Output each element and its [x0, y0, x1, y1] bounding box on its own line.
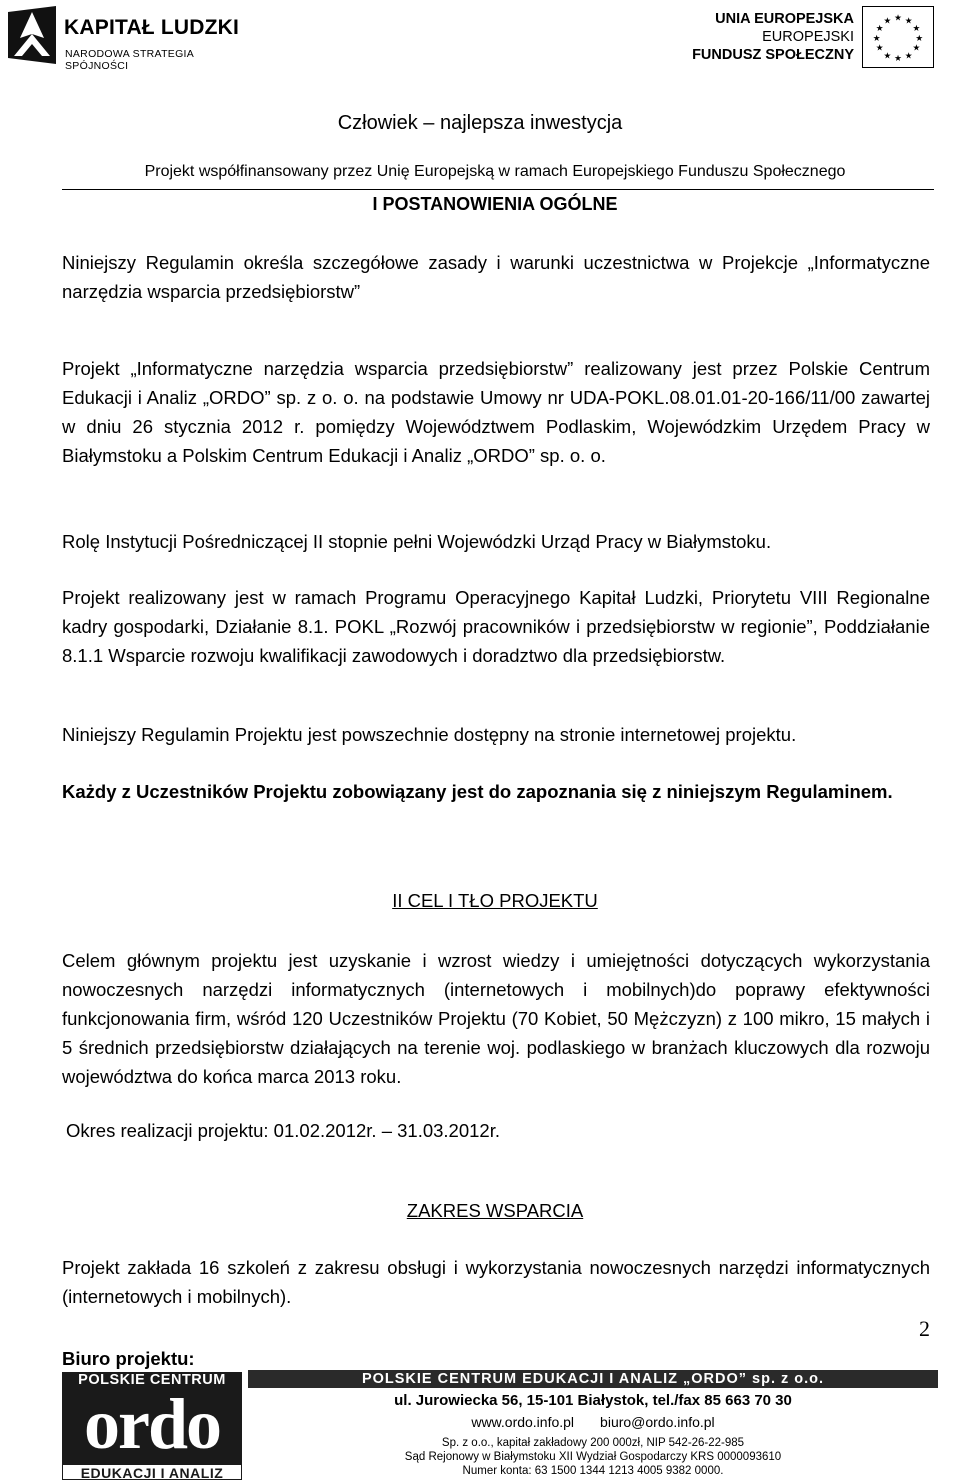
svg-text:★: ★ [875, 43, 884, 54]
svg-text:★: ★ [883, 16, 892, 27]
svg-text:★: ★ [904, 16, 913, 27]
section-1-paragraph-2: Projekt „Informatyczne narzędzia wsparcia przedsiębiorstw” realizowany jest przez Polskie Centrum Edukacji i Analiz „ORDO” sp. z o. o. na podstawie Umowy nr UDA-POKL.08.01.01-20-166/11/00 zawartej w dniu 26 stycznia 2012 r. pomiędzy Województwem Podlaskim, Wojewódzkim Urzędem Pracy w Białymstoku a Polskim Centrum Edukacji i Analiz „ORDO” sp. o. o. [62, 358, 930, 466]
svg-text:★: ★ [875, 24, 884, 35]
footer-account-info: Numer konta: 63 1500 1344 1213 4005 9382 0000. [462, 1465, 724, 1477]
svg-text:★: ★ [912, 24, 921, 35]
eu-logo [674, 6, 934, 68]
footer-address: ul. Jurowiecka 56, 15-101 Białystok, tel./fax 85 663 70 30 [394, 1392, 792, 1409]
svg-text:★: ★ [883, 51, 892, 62]
eu-line-3: FUNDUSZ SPOŁECZNY [692, 47, 854, 63]
kapital-ludzki-flag-icon [6, 4, 58, 66]
svg-text:★: ★ [904, 51, 913, 62]
section-3-title: ZAKRES WSPARCIA [406, 1200, 584, 1221]
svg-text:★: ★ [872, 33, 881, 44]
footer-banner: POLSKIE CENTRUM EDUKACJI I ANALIZ „ORDO” sp. z o.o. [248, 1370, 938, 1388]
section-2-paragraph-1: Celem głównym projektu jest uzyskanie i wzrost wiedzy i umiejętności dotyczących wykorzystania nowoczesnych narzędzi informatycznych (internetowych i mobilnych)do poprawy efektywności funkcjonowania firm, wśród 120 Uczestników Projektu (70 Kobiet, 50 Mężczyzn) z 100 mikro, 15 małych i 5 średnich przedsiębiorstw działających na terenie woj. podlaskiego w branżach kluczowych dla rozwoju województwa do końca marca 2013 roku. [62, 950, 930, 1087]
ordo-logo-bottom-text: EDUKACJI I ANALIZ [62, 1464, 242, 1480]
tagline: Człowiek – najlepsza inwestycja [337, 112, 623, 134]
section-1-paragraph-5: Niniejszy Regulamin Projektu jest powszechnie dostępny na stronie internetowej projektu. [62, 724, 797, 745]
footer-court-info: Sąd Rejonowy w Białymstoku XII Wydział Gospodarczy KRS 0000093610 [404, 1451, 782, 1463]
section-3-paragraph-1: Projekt zakłada 16 szkoleń z zakresu obsługi i wykorzystania nowoczesnych narzędzi informatycznych (internetowych i mobilnych). [62, 1257, 930, 1307]
section-1-paragraph-3: Rolę Instytucji Pośredniczącej II stopnie pełni Wojewódzki Urząd Pracy w Białymstoku. [62, 531, 772, 552]
cofinancing-note: Projekt współfinansowany przez Unię Europejską w ramach Europejskiego Funduszu Społecznego [144, 163, 846, 180]
footer-contact [248, 1414, 938, 1430]
footer-email-link[interactable]: biuro@ordo.info.pl [600, 1414, 715, 1430]
svg-text:★: ★ [894, 13, 902, 24]
eu-line-1: UNIA EUROPEJSKA [715, 11, 854, 27]
kapital-ludzki-title: KAPITAŁ LUDZKI [64, 16, 240, 39]
svg-text:★: ★ [894, 54, 902, 65]
project-office-label: Biuro projektu: [62, 1348, 195, 1369]
header-divider [62, 189, 934, 190]
ordo-logo [62, 1372, 242, 1480]
kapital-ludzki-logo [6, 4, 246, 72]
project-period: Okres realizacji projektu: 01.02.2012r. – 31.03.2012r. [66, 1120, 500, 1141]
svg-text:★: ★ [912, 43, 921, 54]
svg-text:★: ★ [915, 33, 924, 44]
eu-flag-icon [862, 6, 934, 68]
section-1-title: I POSTANOWIENIA OGÓLNE [372, 194, 618, 214]
footer-company-info: Sp. z o.o., kapitał zakładowy 200 000zł, NIP 542-26-22-985 [441, 1437, 745, 1449]
ordo-logo-top-text: POLSKIE CENTRUM [78, 1372, 226, 1388]
section-1-paragraph-1: Niniejszy Regulamin określa szczegółowe zasady i warunki uczestnictwa w Projekcje „Informatyczne narzędzia wsparcia przedsiębiorstw” [62, 252, 930, 302]
kapital-ludzki-subtitle: NARODOWA STRATEGIA SPÓJNOŚCI [65, 48, 194, 72]
page-number: 2 [919, 1316, 930, 1341]
ordo-logo-wordmark: ordo [84, 1384, 220, 1464]
eu-logo-text [692, 10, 854, 64]
section-1-paragraph-6: Każdy z Uczestników Projektu zobowiązany jest do zapoznania się z niniejszym Regulaminem. [62, 781, 893, 802]
section-2-title: II CEL I TŁO PROJEKTU [392, 890, 598, 911]
section-1-paragraph-4: Projekt realizowany jest w ramach Programu Operacyjnego Kapitał Ludzki, Priorytetu VIII Regionalne kadry gospodarki, Działanie 8.1. POKL „Rozwój pracowników i przedsiębiorstw w regionie”, Poddziałanie 8.1.1 Wsparcie rozwoju kwalifikacji zawodowych i doradztwo dla przedsiębiorstw. [62, 587, 930, 666]
footer-website-link[interactable]: www.ordo.info.pl [471, 1414, 575, 1430]
eu-line-2: EUROPEJSKI [762, 29, 854, 45]
